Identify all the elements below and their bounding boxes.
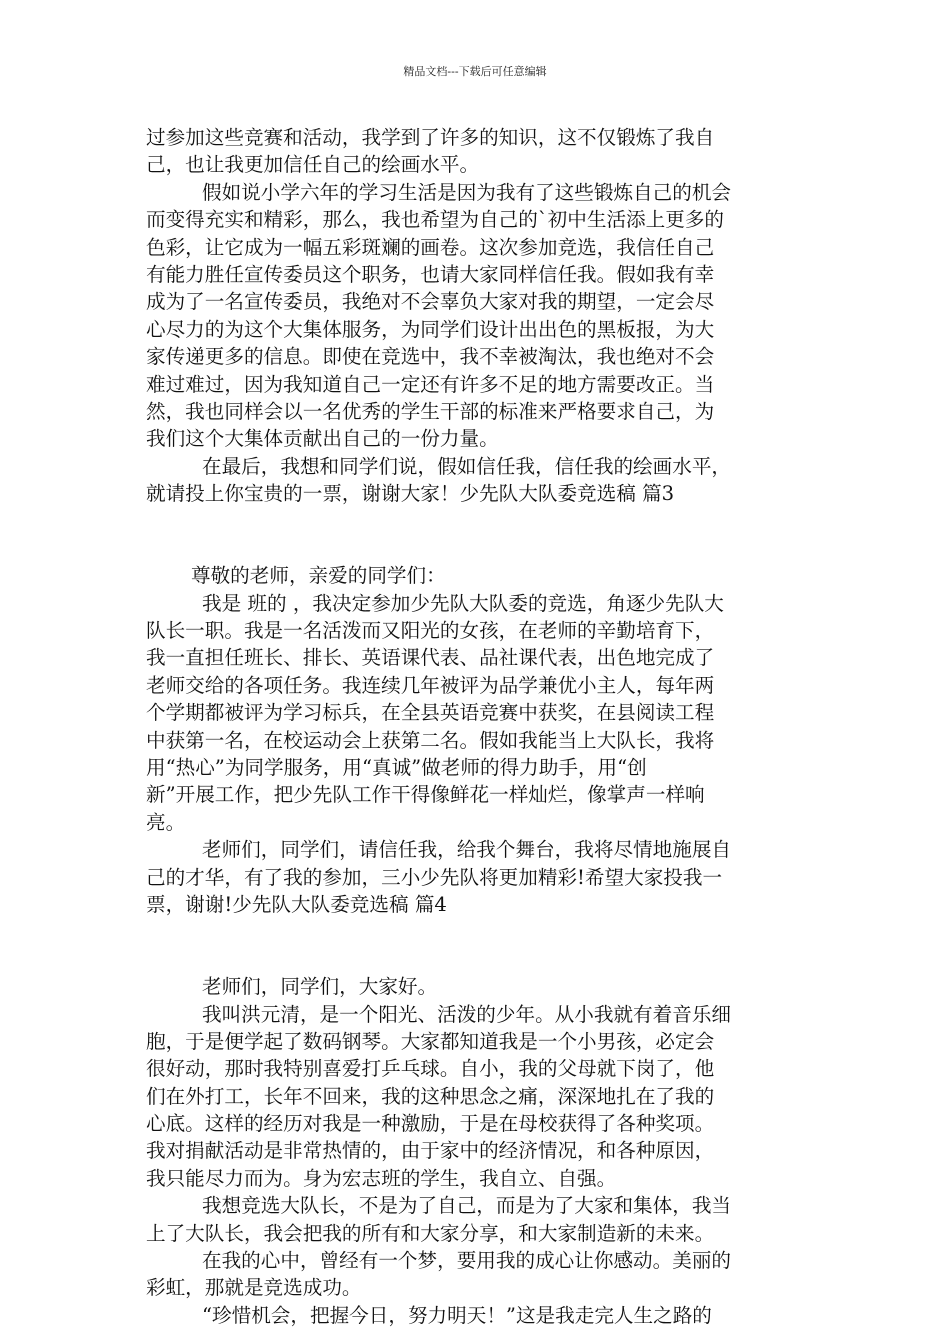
text-line: 心尽力的为这个大集体服务，为同学们设计出出色的黑板报，为大 (146, 317, 715, 341)
text-line: 假如说小学六年的学习生活是因为我有了这些锻炼自己的机会 (202, 180, 732, 204)
text-line: 尊敬的老师，亲爱的同学们： (191, 564, 446, 588)
text-line: 们在外打工，长年不回来，我的这种思念之痛，深深地扎在了我的 (146, 1084, 715, 1108)
blank-line (146, 535, 806, 562)
text-line: 彩虹，那就是竞选成功。 (146, 1276, 362, 1300)
text-line: “珍惜机会，把握今日，努力明天！”这是我走完人生之路的 (202, 1303, 712, 1327)
document-body (146, 124, 806, 1329)
text-line: 上了大队长，我会把我的所有和大家分享，和大家制造新的未来。 (146, 1221, 715, 1245)
text-line: 色彩，让它成为一幅五彩斑斓的画卷。这次参加竞选，我信任自己 (146, 235, 715, 259)
text-line: 我们这个大集体贡献出自己的一份力量。 (146, 427, 499, 451)
text-line: 己，也让我更加信任自己的绘画水平。 (146, 153, 480, 177)
text-line: 在我的心中，曾经有一个梦，要用我的成心让你感动。美丽的 (202, 1249, 732, 1273)
blank-line (146, 507, 806, 534)
text-line: 我是 班的 ，我决定参加少先队大队委的竞选，角逐少先队大 (202, 591, 724, 615)
text-line: 亮。 (146, 810, 186, 834)
blank-line (146, 946, 806, 973)
text-line: 票，谢谢!少先队大队委竞选稿 篇4 (146, 892, 447, 916)
text-line: 就请投上你宝贵的一票，谢谢大家！少先队大队委竞选稿 篇3 (146, 482, 675, 506)
text-line: 己的才华，有了我的参加，三小少先队将更加精彩!希望大家投我一 (146, 865, 723, 889)
text-line: 心底。这样的经历对我是一种激励，于是在母校获得了各种奖项。 (146, 1112, 715, 1136)
blank-line (146, 918, 806, 945)
text-line: 成为了一名宣传委员，我绝对不会辜负大家对我的期望，一定会尽 (146, 290, 715, 314)
text-line: 难过难过，因为我知道自己一定还有许多不足的地方需要改正。当 (146, 372, 715, 396)
text-line: 然，我也同样会以一名优秀的学生干部的标准来严格要求自己，为 (146, 399, 715, 423)
text-line: 我想竞选大队长，不是为了自己，而是为了大家和集体，我当 (202, 1194, 732, 1218)
text-line: 个学期都被评为学习标兵，在全县英语竞赛中获奖，在县阅读工程 (146, 701, 715, 725)
page-header: 精品文档---下载后可任意编辑 (403, 65, 547, 78)
text-line: 我一直担任班长、排长、英语课代表、品社课代表，出色地完成了 (146, 646, 715, 670)
text-line: 过参加这些竞赛和活动，我学到了许多的知识，这不仅锻炼了我自 (146, 126, 715, 149)
text-line: 新”开展工作，把少先队工作干得像鲜花一样灿烂，像掌声一样响 (146, 783, 705, 807)
text-line: 老师们，同学们，大家好。 (202, 975, 438, 999)
text-line: 中获第一名，在校运动会上获第二名。假如我能当上大队长，我将 (146, 728, 715, 752)
text-line: 我对捐献活动是非常热情的，由于家中的经济情况，和各种原因， (146, 1139, 715, 1163)
text-line: 家传递更多的信息。即使在竞选中，我不幸被淘汰，我也绝对不会 (146, 345, 715, 369)
text-line: 老师交给的各项任务。我连续几年被评为品学兼优小主人，每年两 (146, 673, 715, 697)
text-line: 老师们，同学们，请信任我，给我个舞台，我将尽情地施展自 (202, 838, 732, 862)
text-line: 队长一职。我是一名活泼而又阳光的女孩，在老师的辛勤培育下， (146, 619, 715, 643)
text-line: 我叫洪元清，是一个阳光、活泼的少年。从小我就有着音乐细 (202, 1002, 732, 1026)
text-line: 而变得充实和精彩，那么，我也希望为自己的`初中生活添上更多的 (146, 208, 725, 232)
text-line: 用“热心”为同学服务，用“真诚”做老师的得力助手，用“创 (146, 755, 647, 779)
text-line: 在最后，我想和同学们说，假如信任我，信任我的绘画水平， (202, 454, 732, 478)
text-line: 有能力胜任宣传委员这个职务，也请大家同样信任我。假如我有幸 (146, 262, 715, 286)
text-line: 我只能尽力而为。身为宏志班的学生，我自立、自强。 (146, 1166, 617, 1190)
text-line: 很好动，那时我特别喜爱打乒乓球。自小，我的父母就下岗了，他 (146, 1057, 715, 1081)
text-line: 胞，于是便学起了数码钢琴。大家都知道我是一个小男孩，必定会 (146, 1029, 715, 1053)
